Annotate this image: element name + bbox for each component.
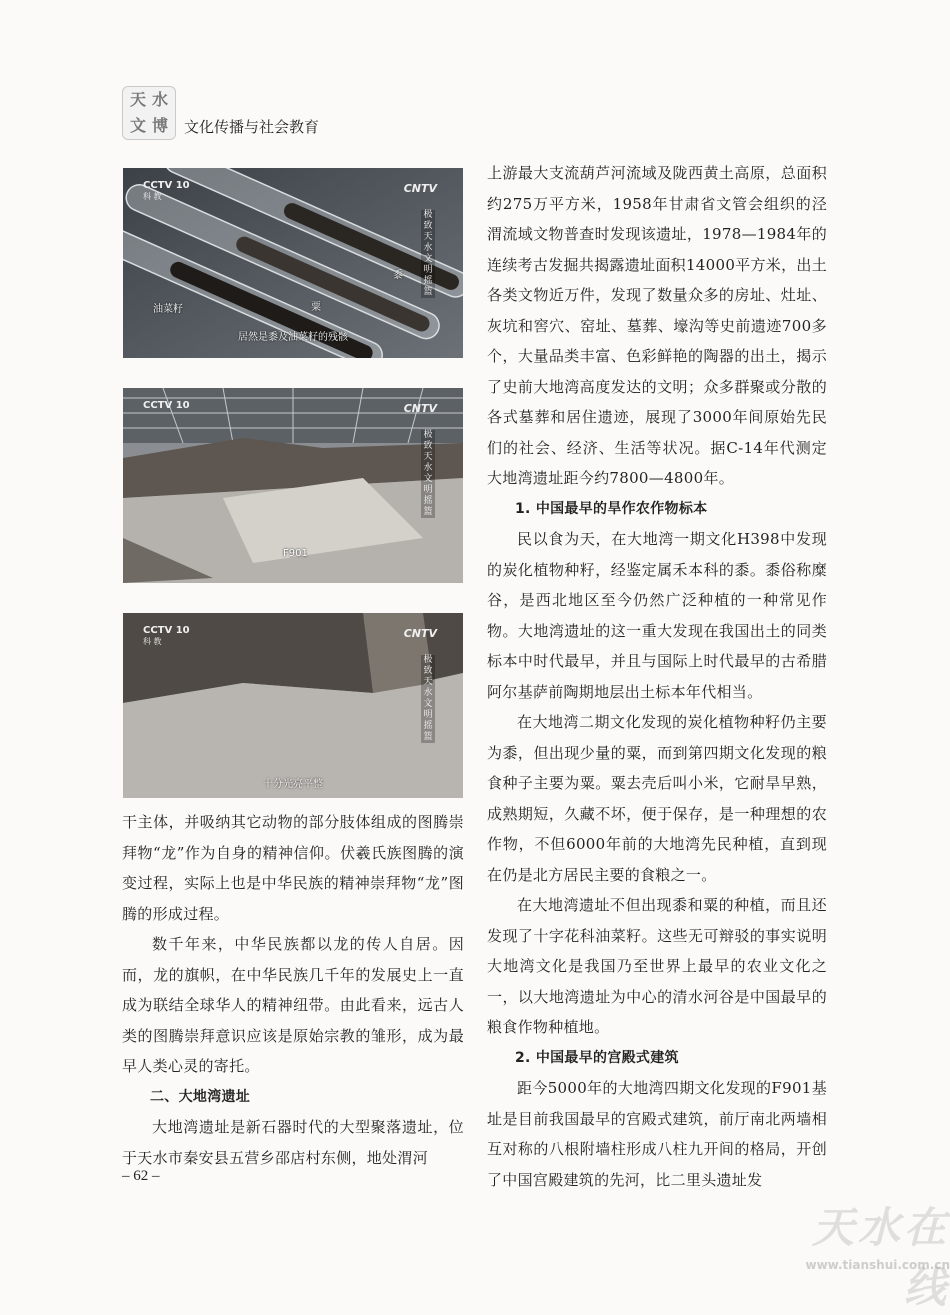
cntv-logo: CNTV xyxy=(403,402,437,415)
photo-seed-tubes xyxy=(123,168,463,358)
section-heading: 二、大地湾遗址 xyxy=(150,1088,251,1105)
photo-smooth-floor xyxy=(123,613,463,798)
label-f901: F901 xyxy=(283,548,308,559)
vertical-caption: 极致天水 文明摇篮 xyxy=(421,655,435,743)
site-watermark: 天水在线 xyxy=(811,1203,950,1312)
right-column-text xyxy=(487,158,827,1195)
cctv-logo: CCTV 10 科 教 xyxy=(143,180,190,201)
label-millet: 黍 xyxy=(393,270,403,281)
page-number: – 62 – xyxy=(122,1168,160,1184)
vertical-caption: 极致天水 文明摇篮 xyxy=(421,430,435,518)
section-title: 文化传播与社会教育 xyxy=(184,118,320,136)
paragraph: 距今5000年的大地湾四期文化发现的F901基址是目前我国最早的宫殿式建筑，前厅南北两墙相互对称的八根附墙柱形成八柱九开间的格局，开创了中国宫殿建筑的先河，比二里头遗址发 xyxy=(487,1079,827,1189)
left-column-text xyxy=(122,807,464,1173)
cntv-logo: CNTV xyxy=(403,182,437,195)
vertical-caption: 极致天水 文明摇篮 xyxy=(421,210,435,298)
label-rapeseed: 油菜籽 xyxy=(153,304,183,315)
paragraph: 民以食为天，在大地湾一期文化H398中发现的炭化植物种籽，经鉴定属禾本科的黍。黍俗称糜谷，是西北地区至今仍然广泛种植的一种常见作物。大地湾遗址的这一重大发现在我国出土的同类标本中时代最早，并且与国际上时代最早的古希腊阿尔基萨前陶期地层出土标本年代相当。 xyxy=(487,530,827,701)
paragraph: 在大地湾遗址不但出现黍和粟的种植，而且还发现了十字花科油菜籽。这些无可辩驳的事实说明大地湾文化是我国乃至世界上最早的农业文化之一，以大地湾遗址为中心的清水河谷是中国最早的粮食作物种植地。 xyxy=(487,896,827,1036)
journal-logo: 天 水 文 博 xyxy=(122,86,176,140)
photo-excavation-hall xyxy=(123,388,463,583)
paragraph: 干主体，并吸纳其它动物的部分肢体组成的图腾崇拜物“龙”作为自身的精神信仰。伏羲氏族图腾的演变过程，实际上也是中华民族的精神崇拜物“龙”图腾的形成过程。 xyxy=(122,813,464,923)
cntv-logo: CNTV xyxy=(403,627,437,640)
label-foxtail: 粟 xyxy=(311,302,321,313)
subsection-heading: 1. 中国最早的旱作农作物标本 xyxy=(515,500,708,517)
paragraph: 大地湾遗址是新石器时代的大型聚落遗址，位于天水市秦安县五营乡邵店村东侧，地处渭河 xyxy=(122,1118,464,1167)
photo-subtitle: 十分光亮平整 xyxy=(263,779,323,790)
photo-subtitle: 居然是黍及油菜籽的残骸 xyxy=(238,332,348,343)
cctv-logo: CCTV 10 xyxy=(143,400,190,411)
subsection-heading: 2. 中国最早的宫殿式建筑 xyxy=(515,1049,679,1066)
cctv-logo: CCTV 10 科 教 xyxy=(143,625,190,646)
watermark-url: www.tianshui.com.cn xyxy=(805,1258,950,1272)
paragraph: 数千年来，中华民族都以龙的传人自居。因而，龙的旗帜，在中华民族几千年的发展史上一直成为联结全球华人的精神纽带。由此看来，远古人类的图腾崇拜意识应该是原始宗教的雏形，成为最早人类心灵的寄托。 xyxy=(122,935,464,1075)
paragraph: 在大地湾二期文化发现的炭化植物种籽仍主要为黍，但出现少量的粟，而到第四期文化发现的粮食种子主要为粟。粟去壳后叫小米，它耐旱早熟，成熟期短，久藏不坏，便于保存，是一种理想的农作物，不但6000年前的大地湾先民种植，直到现在仍是北方居民主要的食粮之一。 xyxy=(487,713,827,884)
paragraph: 上游最大支流葫芦河流域及陇西黄土高原，总面积约275万平方米，1958年甘肃省文管会组织的泾渭流域文物普查时发现该遗址，1978—1984年的连续考古发掘共揭露遗址面积14000平方米，出土各类文物近万件，发现了数量众多的房址、灶址、灰坑和窖穴、窑址、墓葬、壕沟等史前遗迹700多个，大量品类丰富、色彩鲜艳的陶器的出土，揭示了史前大地湾高度发达的文明；众多群聚或分散的各式墓葬和居住遗迹，展现了3000年间原始先民们的社会、经济、生活等状况。据C-14年代测定大地湾遗址距今约7800—4800年。 xyxy=(487,164,827,487)
